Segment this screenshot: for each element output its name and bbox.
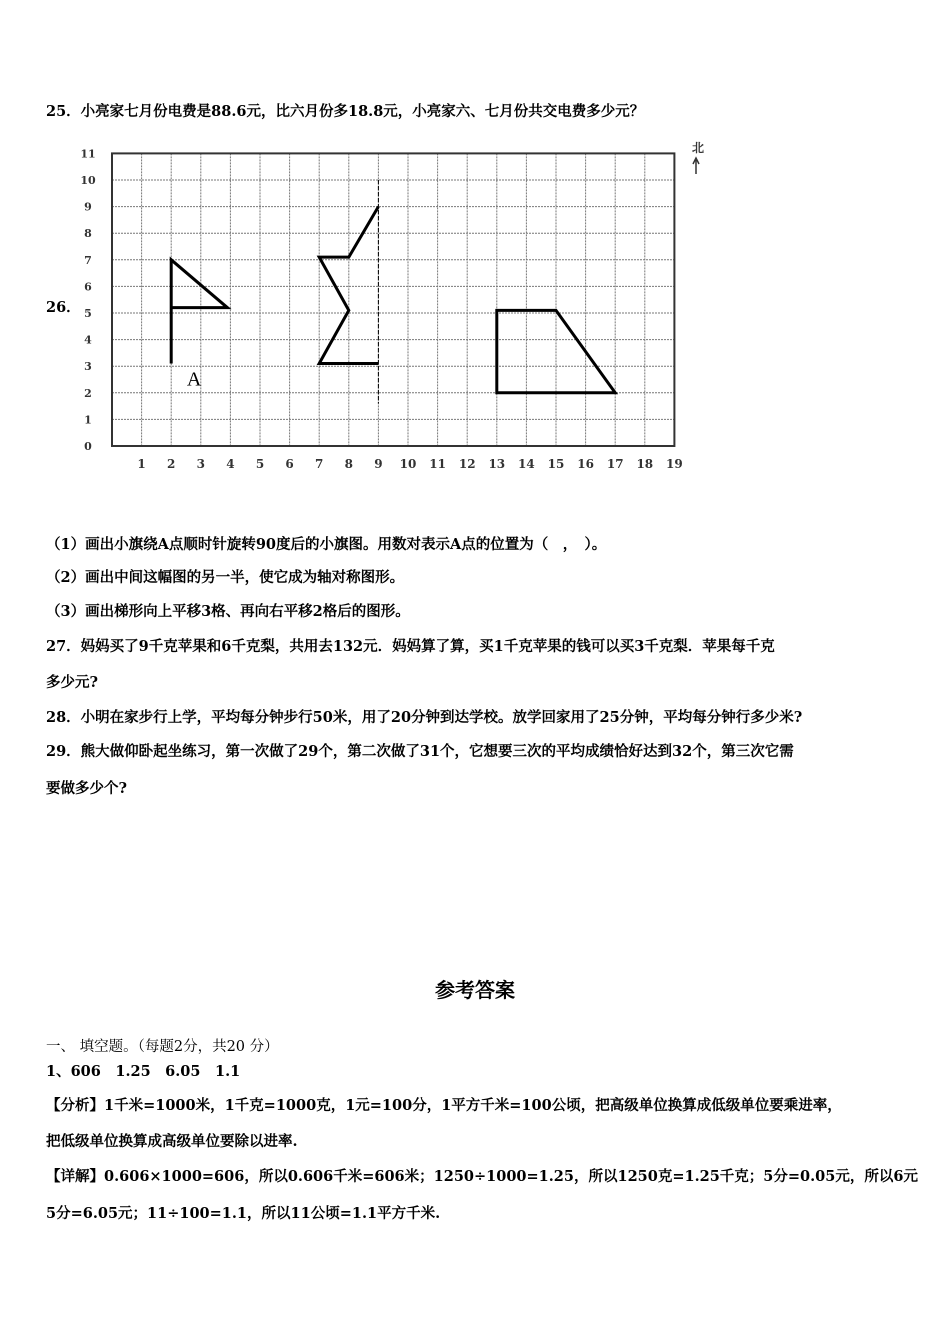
x-tick-label: 9 (374, 457, 383, 471)
question-28: 28．小明在家步行上学，平均每分钟步行50米，用了20分钟到达学校。放学回家用了25分钟，平均每分钟行多少米? (46, 709, 803, 726)
question-29: 29．熊大做仰卧起坐练习，第一次做了29个，第二次做了31个，它想要三次的平均成绩恰好达到32个，第三次它需 (46, 743, 794, 760)
x-tick-label: 5 (255, 457, 265, 471)
grid-border (112, 153, 674, 446)
y-tick-label: 5 (84, 307, 92, 320)
question-26-part3: （3）画出梯形向上平移3格、再向右平移2格后的图形。 (46, 603, 410, 620)
x-tick-label: 19 (666, 457, 683, 471)
x-tick-label: 12 (458, 457, 476, 471)
x-tick-label: 18 (636, 457, 654, 471)
y-tick-label: 1 (84, 413, 92, 427)
answer-1-detail: 【详解】0.606×1000=606，所以0.606千米=606米；1250÷1000=1.25，所以1250克=1.25千克；5分=0.05元，所以6元 (46, 1168, 918, 1185)
x-tick-label: 14 (518, 457, 535, 471)
north-label: 北 (692, 141, 705, 155)
answer-1-analysis: 【分析】1千米=1000米，1千克=1000克，1元=100分，1平方千米=100公顷，把高级单位换算成低级单位要乘进率， (46, 1097, 842, 1114)
x-tick-label: 10 (399, 457, 417, 471)
flag-shape (171, 260, 227, 364)
answers-title: 参考答案 (435, 978, 515, 1002)
question-29-cont: 要做多少个? (46, 780, 127, 797)
x-tick-label: 11 (429, 457, 446, 471)
y-tick-label: 2 (84, 386, 92, 400)
answer-1-detail-cont: 5分=6.05元；11÷100=1.1，所以11公顷=1.1平方千米. (46, 1205, 441, 1222)
x-tick-label: 8 (344, 457, 353, 471)
y-tick-label: 6 (84, 280, 92, 294)
question-25: 25．小亮家七月份电费是88.6元，比六月份多18.8元，小亮家六、七月份共交电费多少元？ (46, 103, 645, 120)
x-tick-label: 2 (167, 457, 176, 471)
x-tick-label: 16 (577, 457, 594, 471)
y-tick-label: 0 (84, 440, 92, 453)
question-27: 27．妈妈买了9千克苹果和6千克梨，共用去132元．妈妈算了算，买1千克苹果的钱可以买3千克梨．苹果每千克 (46, 638, 775, 655)
x-tick-label: 4 (226, 457, 235, 471)
coordinate-grid-figure (70, 140, 720, 475)
question-26-part2: （2）画出中间这幅图的另一半，使它成为轴对称图形。 (46, 569, 405, 586)
y-tick-label: 4 (84, 333, 92, 347)
question-27-cont: 多少元? (46, 674, 98, 691)
point-a-label: A (186, 368, 202, 391)
x-tick-label: 7 (315, 457, 324, 471)
answer-1-analysis-cont: 把低级单位换算成高级单位要除以进率. (46, 1133, 298, 1150)
x-tick-label: 13 (488, 457, 506, 471)
x-tick-label: 6 (285, 457, 294, 471)
y-tick-label: 10 (80, 174, 96, 187)
x-tick-label: 15 (547, 457, 565, 471)
answers-section-heading: 一、 填空题。（每题2分，共20 分） (46, 1039, 279, 1055)
y-tick-label: 11 (80, 147, 96, 161)
question-26-part1: （1）画出小旗绕A点顺时针旋转90度后的小旗图。用数对表示A点的位置为（ ， ）。 (46, 536, 607, 553)
y-tick-label: 7 (84, 253, 92, 267)
x-tick-label: 3 (196, 457, 205, 471)
x-tick-label: 1 (137, 457, 146, 471)
y-tick-label: 8 (84, 227, 92, 241)
answer-1: 1、606 1.25 6.05 1.1 (46, 1063, 241, 1080)
north-arrow-icon (693, 158, 699, 174)
x-tick-label: 17 (606, 457, 624, 471)
y-tick-label: 3 (84, 360, 92, 374)
y-tick-label: 9 (84, 200, 92, 214)
question-26-number: 26． (46, 299, 81, 316)
